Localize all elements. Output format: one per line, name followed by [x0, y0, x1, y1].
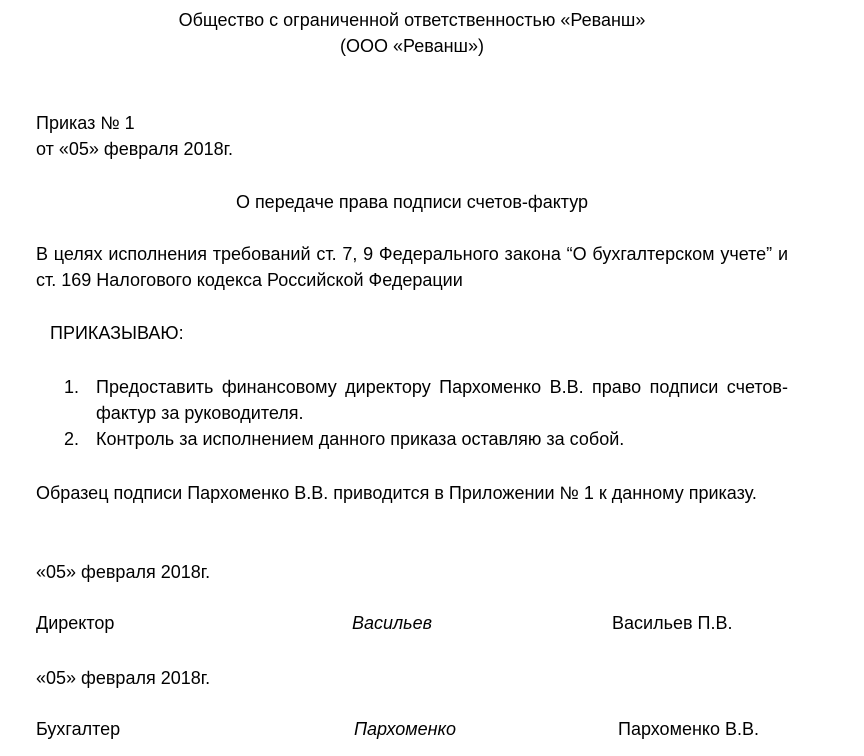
list-item: [64, 374, 788, 426]
signature-sample-note: Образец подписи Пархоменко В.В. приводится в Приложении № 1 к данному приказу.: [36, 483, 757, 503]
list-item-text: Контроль за исполнением данного приказа оставляю за собой.: [96, 429, 625, 449]
order-command: ПРИКАЗЫВАЮ:: [50, 323, 184, 343]
accountant-role: Бухгалтер: [36, 719, 121, 739]
director-name: Васильев П.В.: [612, 613, 733, 633]
signature-date-accountant: «05» февраля 2018г.: [36, 668, 211, 688]
list-item: [64, 426, 788, 452]
list-item-number: 2.: [64, 429, 80, 449]
organization-short-name: (ООО «Реванш»): [340, 36, 484, 56]
director-signature: Васильев: [352, 613, 433, 633]
order-items-list: [64, 374, 788, 452]
accountant-name: Пархоменко В.В.: [618, 719, 759, 739]
order-date: от «05» февраля 2018г.: [36, 139, 233, 159]
order-number: Приказ № 1: [36, 113, 135, 133]
director-role: Директор: [36, 613, 115, 633]
order-subject: О передаче права подписи счетов-фактур: [235, 192, 589, 212]
accountant-signature: Пархоменко: [354, 719, 457, 739]
list-item-number: 1.: [64, 377, 80, 397]
order-preamble: В целях исполнения требований ст. 7, 9 Федерального закона “О бухгалтерском учете” и ст. 169 Налогового кодекса Российской Федерации: [36, 244, 788, 290]
signature-date-director: «05» февраля 2018г.: [36, 562, 211, 582]
list-item-text: Предоставить финансовому директору Пархоменко В.В. право подписи счетов-фактур за руководителя.: [96, 377, 788, 423]
organization-full-name: Общество с ограниченной ответственностью «Реванш»: [178, 10, 646, 30]
